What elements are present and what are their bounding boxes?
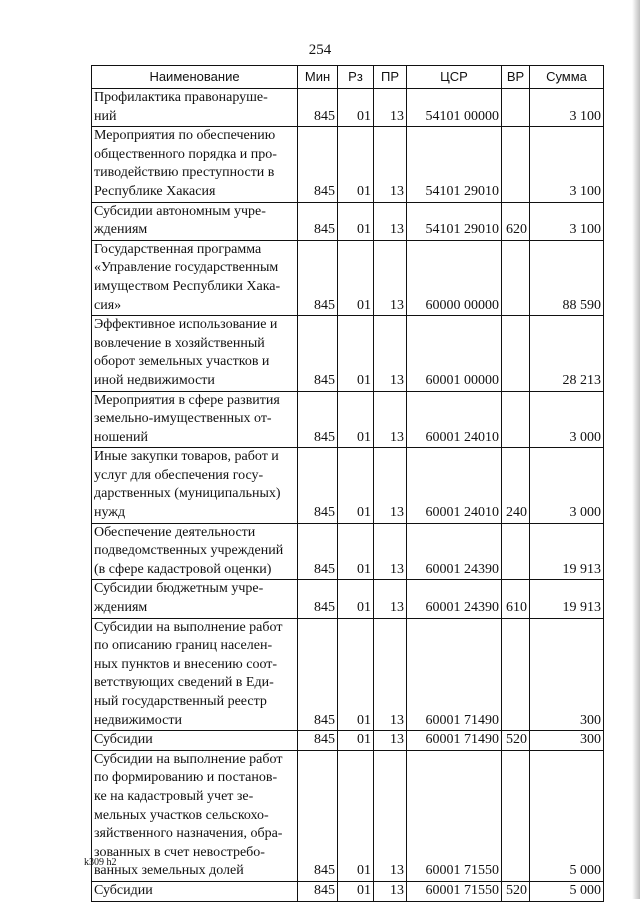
col-header-rz: Рз	[338, 66, 374, 89]
cell-rz: 01	[338, 391, 374, 448]
cell-sum: 5 000	[530, 881, 604, 901]
cell-rz: 01	[338, 618, 374, 731]
header-row	[92, 66, 604, 89]
table-row	[92, 750, 604, 881]
budget-table	[91, 65, 604, 902]
cell-rz: 01	[338, 523, 374, 580]
cell-vr: 520	[502, 731, 530, 751]
cell-name: Государственная программа «Управление государственным имуществом Республики Хака- сия»	[92, 240, 298, 315]
cell-csr: 60001 71490	[407, 731, 502, 751]
cell-sum: 3 100	[530, 127, 604, 202]
cell-rz: 01	[338, 240, 374, 315]
table-row	[92, 580, 604, 618]
cell-vr	[502, 316, 530, 391]
table-row	[92, 618, 604, 731]
cell-sum: 5 000	[530, 750, 604, 881]
cell-vr: 620	[502, 202, 530, 240]
table-row	[92, 881, 604, 901]
cell-pr: 13	[374, 750, 407, 881]
cell-rz: 01	[338, 731, 374, 751]
cell-name: Профилактика правонаруше- ний	[92, 89, 298, 127]
table-row	[92, 127, 604, 202]
cell-rz: 01	[338, 316, 374, 391]
cell-vr	[502, 618, 530, 731]
cell-min: 845	[298, 202, 338, 240]
cell-rz: 01	[338, 881, 374, 901]
table-row	[92, 523, 604, 580]
cell-sum: 19 913	[530, 580, 604, 618]
cell-csr: 60001 71490	[407, 618, 502, 731]
table-row	[92, 316, 604, 391]
cell-rz: 01	[338, 750, 374, 881]
cell-min: 845	[298, 580, 338, 618]
cell-vr	[502, 750, 530, 881]
col-header-sum: Сумма	[530, 66, 604, 89]
cell-vr	[502, 240, 530, 315]
cell-rz: 01	[338, 448, 374, 523]
cell-sum: 3 100	[530, 202, 604, 240]
cell-sum: 88 590	[530, 240, 604, 315]
cell-name: Иные закупки товаров, работ и услуг для обеспечения госу- дарственных (муниципальных) нужд	[92, 448, 298, 523]
cell-pr: 13	[374, 731, 407, 751]
cell-csr: 60001 00000	[407, 316, 502, 391]
cell-min: 845	[298, 391, 338, 448]
cell-name: Мероприятия в сфере развития земельно-имущественных от- ношений	[92, 391, 298, 448]
cell-rz: 01	[338, 580, 374, 618]
cell-min: 845	[298, 618, 338, 731]
cell-vr	[502, 391, 530, 448]
cell-min: 845	[298, 89, 338, 127]
cell-sum: 3 100	[530, 89, 604, 127]
cell-name: Субсидии бюджетным учре- ждениям	[92, 580, 298, 618]
cell-csr: 60001 24010	[407, 391, 502, 448]
cell-pr: 13	[374, 523, 407, 580]
cell-min: 845	[298, 240, 338, 315]
cell-name: Субсидии на выполнение работ по формированию и постанов- ке на кадастровый учет зе- мельных участков сельскохо- зяйственного назначения, обра- зованных в счет невостребо- ванных земельных долей	[92, 750, 298, 881]
cell-min: 845	[298, 523, 338, 580]
cell-csr: 60001 24390	[407, 523, 502, 580]
cell-min: 845	[298, 316, 338, 391]
cell-sum: 19 913	[530, 523, 604, 580]
col-header-csr: ЦСР	[407, 66, 502, 89]
cell-pr: 13	[374, 391, 407, 448]
cell-csr: 54101 29010	[407, 202, 502, 240]
cell-name: Субсидии на выполнение работ по описанию границ населен- ных пунктов и внесению соот- ветствующих сведений в Еди- ный государственный реестр недвижимости	[92, 618, 298, 731]
cell-rz: 01	[338, 127, 374, 202]
table-row	[92, 448, 604, 523]
table-row	[92, 240, 604, 315]
table-row	[92, 89, 604, 127]
cell-name: Обеспечение деятельности подведомственных учреждений (в сфере кадастровой оценки)	[92, 523, 298, 580]
cell-pr: 13	[374, 127, 407, 202]
scan-edge-shadow	[632, 0, 640, 899]
cell-sum: 3 000	[530, 448, 604, 523]
cell-sum: 3 000	[530, 391, 604, 448]
cell-vr	[502, 89, 530, 127]
cell-csr: 60001 24390	[407, 580, 502, 618]
cell-csr: 54101 29010	[407, 127, 502, 202]
cell-name: Субсидии	[92, 881, 298, 901]
col-header-vr: ВР	[502, 66, 530, 89]
col-header-min: Мин	[298, 66, 338, 89]
cell-pr: 13	[374, 202, 407, 240]
table-row	[92, 202, 604, 240]
cell-vr	[502, 127, 530, 202]
cell-min: 845	[298, 127, 338, 202]
cell-csr: 60000 00000	[407, 240, 502, 315]
cell-csr: 60001 71550	[407, 881, 502, 901]
footer-code: k309 h2	[84, 857, 117, 868]
cell-sum: 300	[530, 731, 604, 751]
cell-vr: 610	[502, 580, 530, 618]
cell-pr: 13	[374, 618, 407, 731]
cell-sum: 300	[530, 618, 604, 731]
table-row	[92, 731, 604, 751]
cell-vr: 520	[502, 881, 530, 901]
cell-csr: 60001 71550	[407, 750, 502, 881]
cell-pr: 13	[374, 316, 407, 391]
cell-rz: 01	[338, 202, 374, 240]
cell-sum: 28 213	[530, 316, 604, 391]
cell-vr: 240	[502, 448, 530, 523]
cell-name: Эффективное использование и вовлечение в хозяйственный оборот земельных участков и иной недвижимости	[92, 316, 298, 391]
cell-name: Мероприятия по обеспечению общественного порядка и про- тиводействию преступности в Республике Хакасия	[92, 127, 298, 202]
cell-rz: 01	[338, 89, 374, 127]
table-row	[92, 391, 604, 448]
cell-pr: 13	[374, 580, 407, 618]
table-body	[92, 89, 604, 902]
cell-min: 845	[298, 750, 338, 881]
cell-pr: 13	[374, 89, 407, 127]
cell-name: Субсидии автономным учре- ждениям	[92, 202, 298, 240]
cell-min: 845	[298, 731, 338, 751]
cell-vr	[502, 523, 530, 580]
cell-name: Субсидии	[92, 731, 298, 751]
cell-pr: 13	[374, 240, 407, 315]
page-number: 254	[308, 42, 332, 58]
cell-pr: 13	[374, 448, 407, 523]
col-header-pr: ПР	[374, 66, 407, 89]
cell-csr: 54101 00000	[407, 89, 502, 127]
cell-min: 845	[298, 448, 338, 523]
cell-csr: 60001 24010	[407, 448, 502, 523]
cell-min: 845	[298, 881, 338, 901]
col-header-name: Наименование	[92, 66, 298, 89]
cell-pr: 13	[374, 881, 407, 901]
